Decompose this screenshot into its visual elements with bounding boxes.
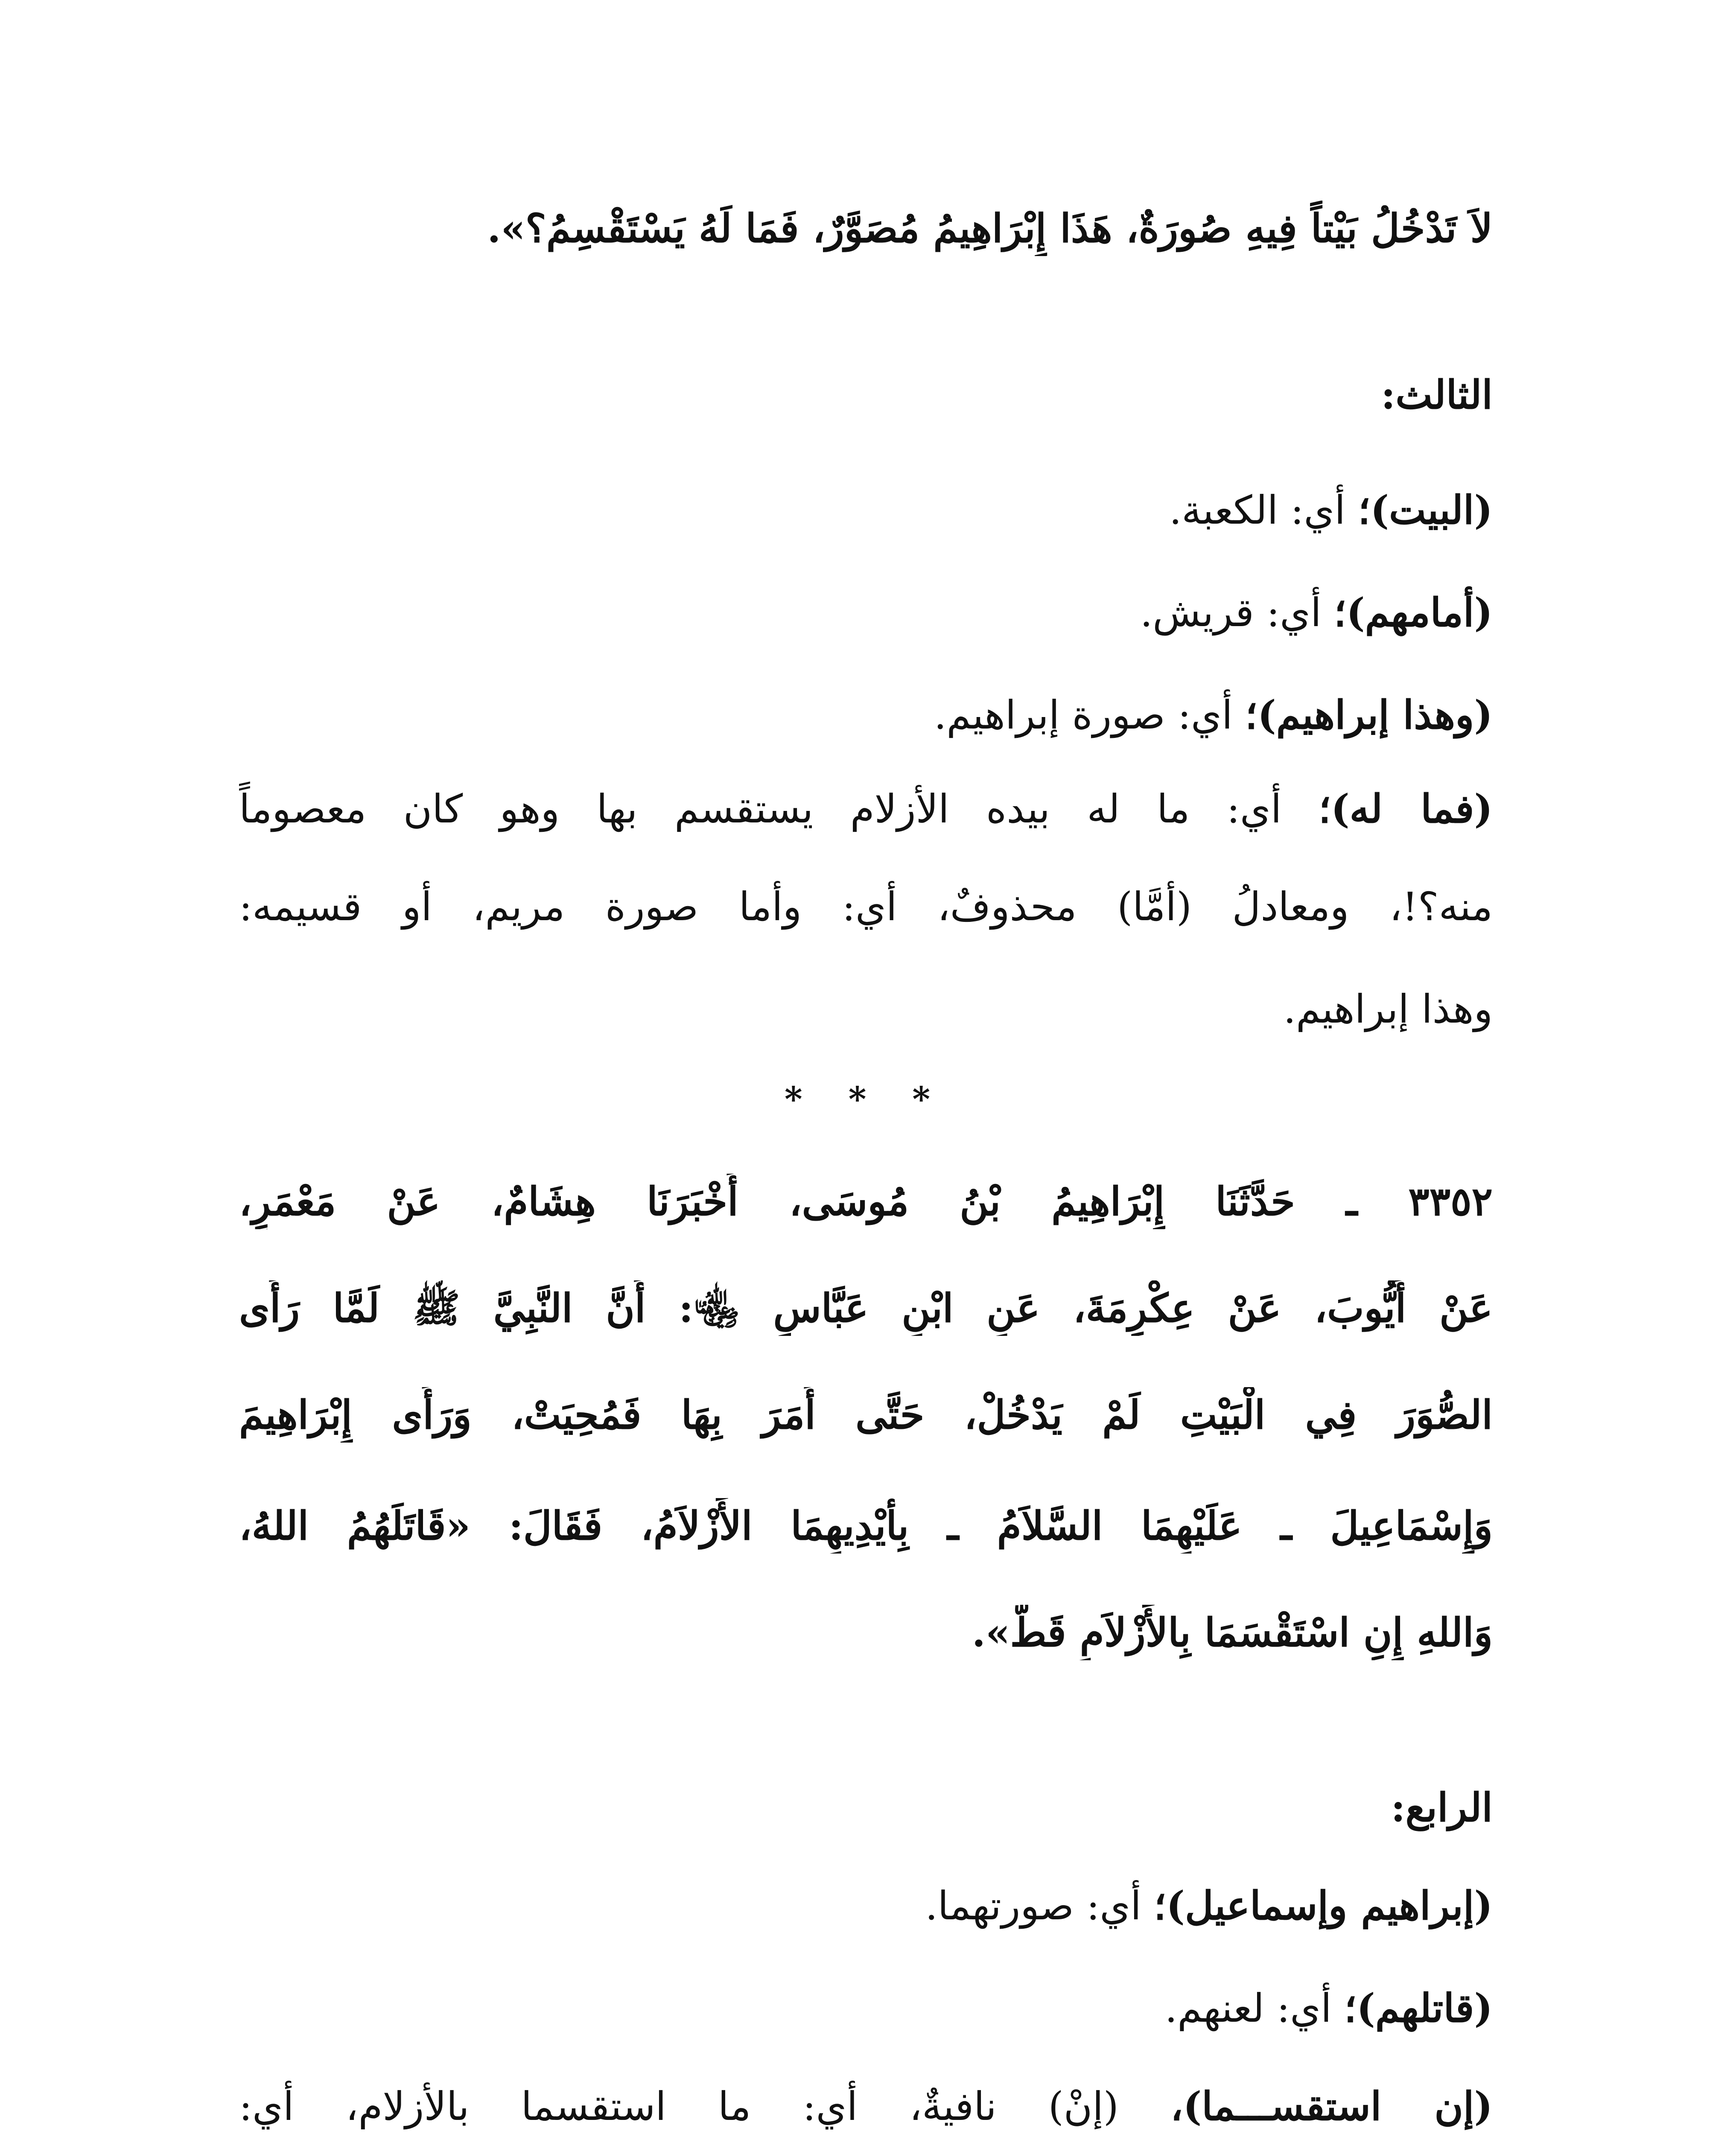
section-heading-fourth: الرابع: (1391, 1784, 1493, 1831)
gloss-term: (إن استقســـما)، (1170, 2083, 1493, 2129)
gloss-term: (وهذا إبراهيم)؛ (1245, 692, 1493, 738)
gloss-continuation-end: وهذا إبراهيم. (1283, 986, 1493, 1032)
gloss-term: (إبراهيم وإسماعيل)؛ (1154, 1883, 1493, 1929)
gloss-text: (إنْ) نافيةٌ، أي: ما استقسما بالأزلام، أي: (239, 2084, 1171, 2129)
hadith-line-3: الصُّوَرَ فِي الْبَيْتِ لَمْ يَدْخُلْ، حَتَّى أَمَرَ بِهَا فَمُحِيَتْ، وَرَأَى إِبْرَاهِيمَ (239, 1392, 1493, 1438)
gloss-text: أي: صورة إبراهيم. (934, 692, 1245, 738)
hadith-line-1: ٣٣٥٢ ـ حَدَّثَنَا إِبْرَاهِيمُ بْنُ مُوسَى، أَخْبَرَنَا هِشَامٌ، عَنْ مَعْمَرٍ، (239, 1178, 1493, 1224)
gloss-line-in-istaqsama (239, 2079, 1493, 2134)
hadith-line-5: وَاللهِ إِنِ اسْتَقْسَمَا بِالأَزْلاَمِ قَطُّ». (972, 1609, 1493, 1656)
hadith-line-4: وَإِسْمَاعِيلَ ـ عَلَيْهِمَا السَّلاَمُ ـ بِأَيْدِيهِمَا الأَزْلاَمُ، فَقَالَ: «قَاتَلَهُمُ اللهُ، (239, 1503, 1493, 1549)
section-separator: * * * (784, 1079, 948, 1119)
gloss-continuation-line: منه؟!، ومعادلُ (أمَّا) محذوفٌ، أي: وأما صورة مريم، أو قسيمه: (239, 884, 1493, 930)
gloss-line-amamahum (239, 585, 1493, 640)
hadith-continuation-line: لاَ تَدْخُلُ بَيْتاً فِيهِ صُورَةٌ، هَذَا إِبْرَاهِيمُ مُصَوَّرٌ، فَمَا لَهُ يَسْتَقْسِمُ؟». (487, 205, 1493, 251)
gloss-text: أي: الكعبة. (1169, 487, 1358, 533)
gloss-text: أي: قريش. (1140, 590, 1334, 636)
hadith-line-2: عَنْ أَيُّوبَ، عَنْ عِكْرِمَةَ، عَنِ ابْنِ عَبَّاسٍ ﵄: أَنَّ النَّبِيَّ ﷺ لَمَّا رَأَى (239, 1285, 1493, 1331)
gloss-text: أي: ما له بيده الأزلام يستقسم بها وهو كان معصوماً (239, 786, 1319, 832)
gloss-term: (فما له)؛ (1318, 786, 1493, 832)
gloss-line-fama-lahu (239, 781, 1493, 837)
gloss-line-ibrahim-ismail (239, 1878, 1493, 1933)
section-heading-third: الثالث: (1381, 372, 1493, 418)
gloss-term: (أمامهم)؛ (1333, 589, 1493, 636)
gloss-line-bayt (239, 482, 1493, 538)
gloss-term: (البيت)؛ (1358, 487, 1493, 533)
gloss-term: (قاتلهم)؛ (1344, 1985, 1493, 2031)
gloss-text: أي: لعنهم. (1164, 1985, 1344, 2031)
gloss-line-qatalahum (239, 1980, 1493, 2036)
gloss-line-hadha-ibrahim (239, 687, 1493, 743)
gloss-text: أي: صورتهما. (925, 1883, 1154, 1929)
